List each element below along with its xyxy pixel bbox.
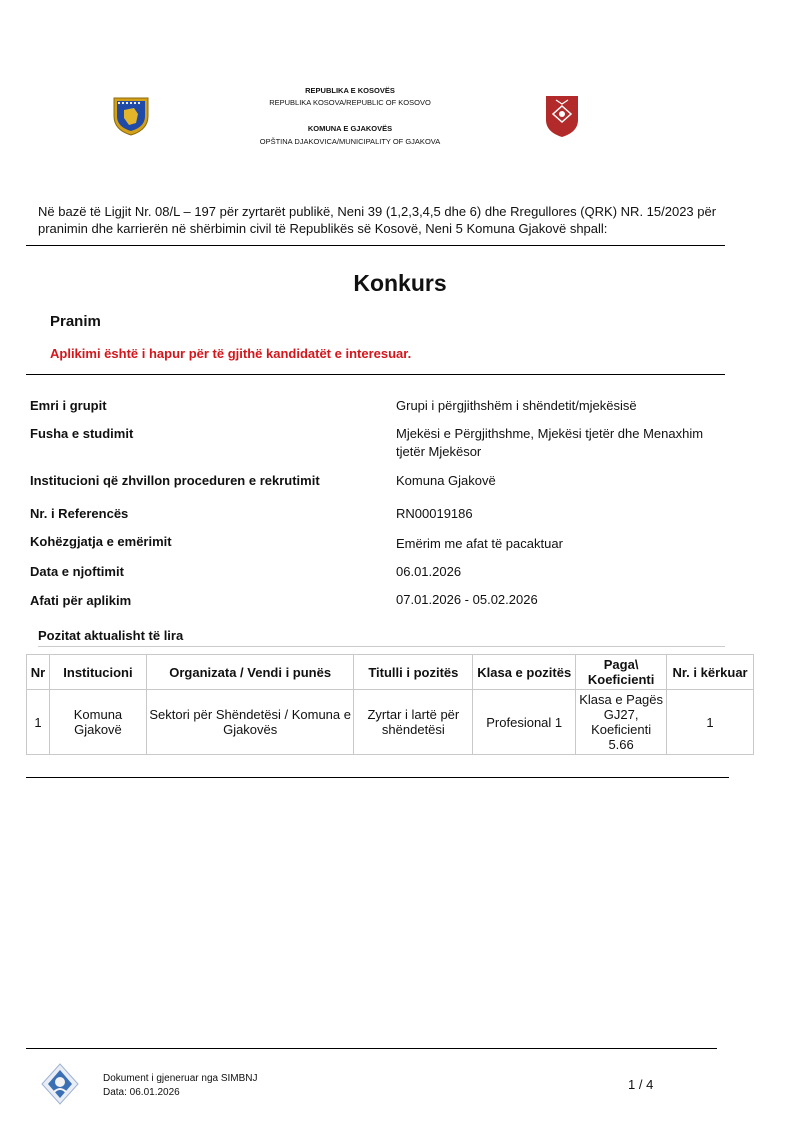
detail-value-institution: Komuna Gjakovë xyxy=(396,473,496,488)
header-municipality: KOMUNA E GJAKOVËS xyxy=(307,124,393,133)
column-header: Institucioni xyxy=(49,655,146,690)
document-subtitle: Pranim xyxy=(50,313,101,330)
table-cell: Profesional 1 xyxy=(473,690,576,755)
table-cell: Zyrtar i lartë për shëndetësi xyxy=(354,690,473,755)
gjakova-municipality-emblem-icon xyxy=(544,92,580,143)
detail-label-deadline: Afati për aplikim xyxy=(30,593,132,608)
generated-by-text: Dokument i gjeneruar nga SIMBNJ xyxy=(103,1073,258,1084)
detail-label-institution: Institucioni që zhvillon proceduren e rekrutimit xyxy=(30,473,320,488)
table-header-row xyxy=(27,655,754,690)
detail-value-deadline: 07.01.2026 - 05.02.2026 xyxy=(396,592,538,607)
table-row xyxy=(27,690,754,755)
detail-value-notice-date: 06.01.2026 xyxy=(396,564,462,579)
detail-label-field: Fusha e studimit xyxy=(30,426,134,441)
header-republic-translations: REPUBLIKA KOSOVA/REPUBLIC OF KOSOVO xyxy=(269,98,431,107)
detail-label-duration: Kohëzgjatja e emërimit xyxy=(30,534,172,549)
footer-divider xyxy=(26,1048,717,1049)
column-header: Organizata / Vendi i punës xyxy=(146,655,354,690)
table-cell: Klasa e Pagës GJ27, Koeficienti 5.66 xyxy=(576,690,667,755)
detail-value-reference: RN00019186 xyxy=(396,506,473,521)
document-title: Konkurs xyxy=(353,270,447,296)
detail-value-field: Mjekësi e Përgjithshme, Mjekësi tjetër dhe Menaxhim tjetër Mjekësor xyxy=(396,426,704,459)
page-number: 1 / 4 xyxy=(628,1077,654,1092)
column-header: Klasa e pozitës xyxy=(473,655,576,690)
positions-section-title: Pozitat aktualisht të lira xyxy=(38,628,184,643)
divider xyxy=(26,374,725,375)
table-cell: 1 xyxy=(27,690,50,755)
kosovo-coat-of-arms-icon xyxy=(112,96,150,141)
divider xyxy=(26,777,729,778)
open-application-notice: Aplikimi është i hapur për të gjithë kandidatët e interesuar. xyxy=(50,346,412,361)
legal-basis-text: Në bazë të Ligjit Nr. 08/L – 197 për zyrtarët publikë, Neni 39 (1,2,3,4,5 dhe 6) dhe Rregullores (QRK) NR. 15/2023 për pranimin dhe karrierën në shërbimin civil të Republikës së Kosovë, Neni 5 Komuna Gjakovë shpall: xyxy=(38,204,717,236)
column-header: Titulli i pozitës xyxy=(354,655,473,690)
table-cell: Sektori për Shëndetësi / Komuna e Gjakovës xyxy=(146,690,354,755)
detail-label-group: Emri i grupit xyxy=(30,398,107,413)
generated-date-text: Data: 06.01.2026 xyxy=(103,1087,180,1098)
header-municipality-translations: OPŠTINA DJAKOVICA/MUNICIPALITY OF GJAKOVA xyxy=(259,137,441,146)
footer-info xyxy=(103,1072,258,1100)
column-header: Paga\ Koeficienti xyxy=(576,655,667,690)
divider xyxy=(26,245,725,246)
detail-value-duration: Emërim me afat të pacaktuar xyxy=(396,536,563,551)
detail-label-notice-date: Data e njoftimit xyxy=(30,564,124,579)
table-cell: 1 xyxy=(667,690,754,755)
table-cell: Komuna Gjakovë xyxy=(49,690,146,755)
column-header: Nr xyxy=(27,655,50,690)
column-header: Nr. i kërkuar xyxy=(667,655,754,690)
detail-value-group: Grupi i përgjithshëm i shëndetit/mjekësisë xyxy=(396,398,637,413)
header-republic: REPUBLIKA E KOSOVËS xyxy=(305,86,395,95)
detail-label-reference: Nr. i Referencës xyxy=(30,506,129,521)
positions-table xyxy=(26,654,754,755)
simbnj-logo-icon xyxy=(40,1062,80,1111)
divider xyxy=(38,646,725,647)
